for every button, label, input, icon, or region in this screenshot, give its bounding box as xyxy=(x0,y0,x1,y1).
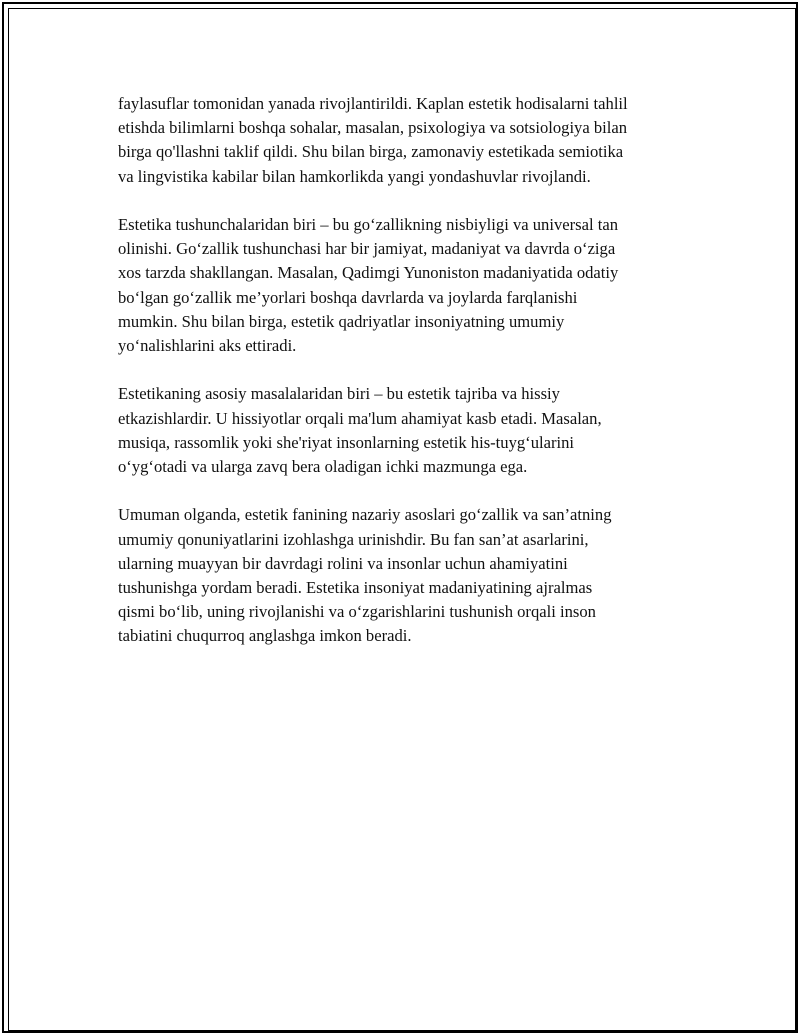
document-body xyxy=(118,92,698,673)
paragraph-2: Estetika tushunchalaridan biri – bu go‘zallikning nisbiyligi va universal tan olinishi. Go‘zallik tushunchasi har bir jamiyat, madaniyat va davrda o‘ziga xos tarzda shakllangan. Masalan, Qadimgi Yunoniston madaniyatida odatiy bo‘lgan go‘zallik me’yorlari boshqa davrlarda va joylarda farqlanishi mumkin. Shu bilan birga, estetik qadriyatlar insoniyatning umumiy yo‘nalishlarini aks ettiradi. xyxy=(118,215,619,356)
paragraph-1: faylasuflar tomonidan yanada rivojlantirildi. Kaplan estetik hodisalarni tahlil etishda bilimlarni boshqa sohalar, masalan, psixologiya va sotsiologiya bilan birga qo'llashni taklif qildi. Shu bilan birga, zamonaviy estetikada semiotika va lingvistika kabilar bilan hamkorlikda yangi yondashuvlar rivojlandi. xyxy=(118,94,628,186)
paragraph-4: Umuman olganda, estetik fanining nazariy asoslari go‘zallik va san’atning umumiy qonuniyatlarini izohlashga urinishdir. Bu fan san’at asarlarini, ularning muayyan bir davrdagi rolini va insonlar uchun ahamiyatini tushunishga yordam beradi. Estetika insoniyat madaniyatining ajralmas qismi bo‘lib, uning rivojlanishi va o‘zgarishlarini tushunish orqali inson tabiatini chuqurroq anglashga imkon beradi. xyxy=(118,505,612,646)
paragraph-3: Estetikaning asosiy masalalaridan biri – bu estetik tajriba va hissiy etkazishlardir. U hissiyotlar orqali ma'lum ahamiyat kasb etadi. Masalan, musiqa, rassomlik yoki she'riyat insonlarning estetik his-tuyg‘ularini o‘yg‘otadi va ularga zavq bera oladigan ichki mazmunga ega. xyxy=(118,384,602,477)
